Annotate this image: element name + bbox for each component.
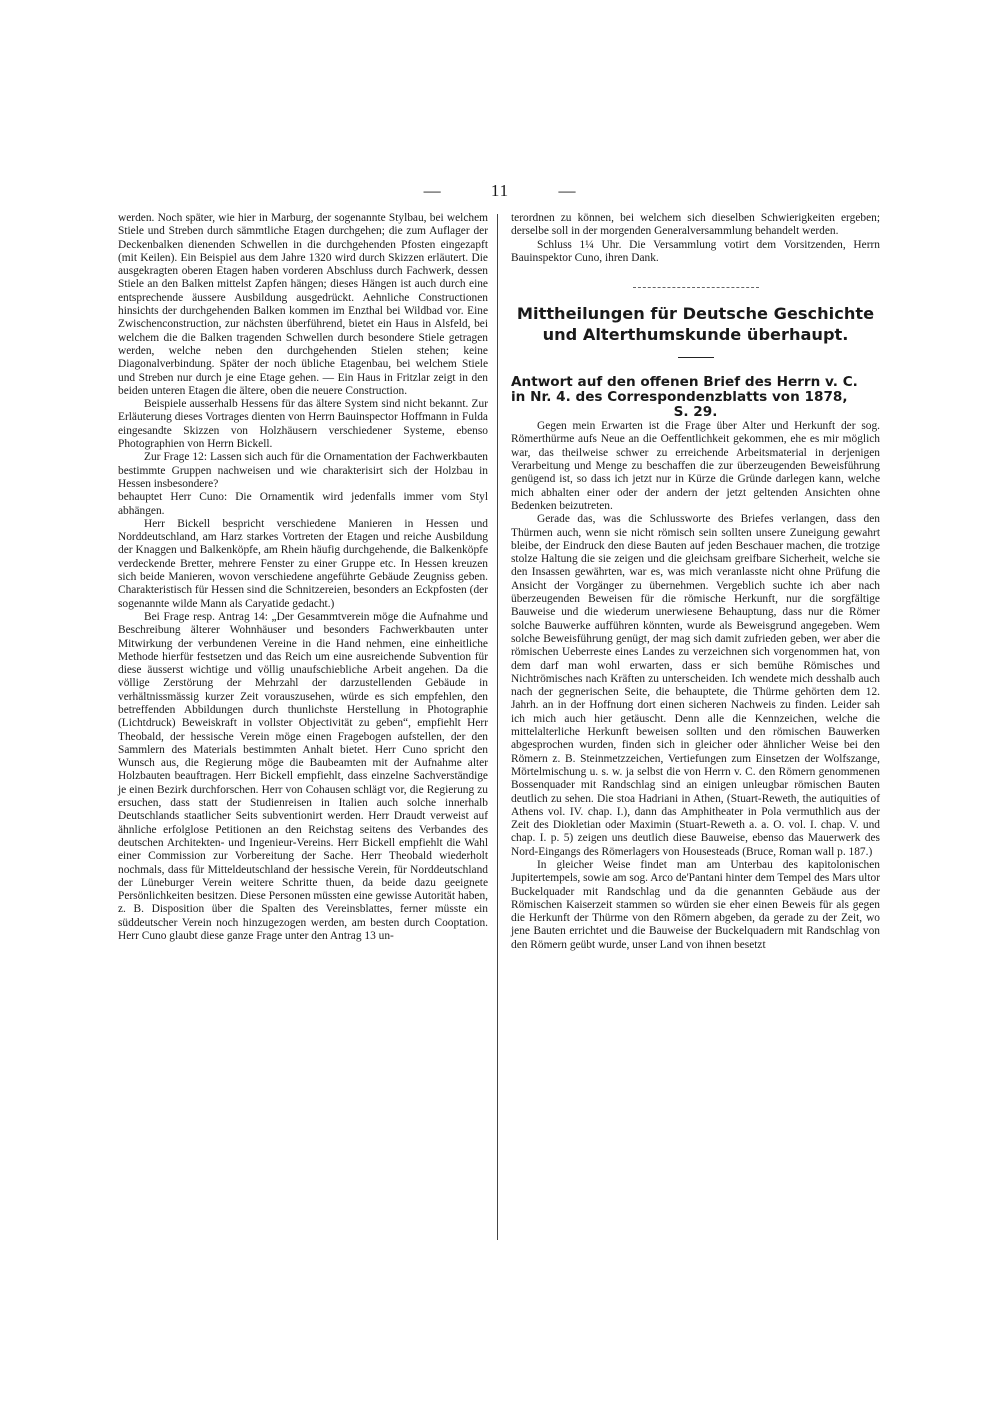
article-title-line: S. 29.: [673, 404, 718, 421]
paragraph: Zur Frage 12: Lassen sich auch für die Ornamentation der Fachwerkbauten bestimmte Gruppen nachweisen und wie charakterisirt sich der Holzbau in Hessen insbesondere?: [118, 451, 488, 490]
short-rule: [678, 357, 714, 358]
paragraph: Bei Frage resp. Antrag 14: „Der Gesammtverein möge die Aufnahme und Beschreibung älterer Wohnhäuser und besonders Fachwerkbauten unter Mitwirkung der verbundenen Vereine in die Hand nehmen, eine einheitliche Methode hierfür festsetzen und das Reich um eine ausreichende Subvention für diese äusserst wichtige und völlig unaufschiebliche Arbeit angehen. Da die völlige Zerstörung der Mehrzahl der darzustellenden Gebäude in verhältnissmässig kurzer Zeit vorauszusehen, würde es sich empfehlen, den betreffenden Abbildungen durch thunlichste Herstellung in Photographie (Lichtdruck) Beweiskraft in vollster Objectivität zu geben“, empfiehlt Herr Theobald, der hessische Verein möge einen Fragebogen aufstellen, der den Sammlern des Materials bestimmten Anhalt bietet. Herr Cuno spricht den Wunsch aus, die Regierung möge die Baubeamten mit der Aufnahme alter Holzbauten beauftragen. Herr Bickell empfiehlt, dass einzelne Sachverständige je einen Bezirk durchforschen. Herr von Cohausen schlägt vor, die Regierung zu ersuchen, dass statt der Studienreisen in Italien auch solche innerhalb Deutschlands staatlicher Seits subventionirt werden. Herr Draudt verweist auf ähnliche erfolglose Petitionen an den Reichstag seitens des Verbandes des deutschen Architekten- und Ingenieur-Vereins. Herr Bickell empfiehlt die Wahl einer Commission zur Vorbereitung der Sache. Herr Theobald wiederholt nochmals, dass für Mitteldeutschland der hessische Verein, für Norddeutschland der Lüneburger Verein weitere Schritte thuen, da beide dazu geeignete Persönlichkeiten besitzen. Diese Personen müssten eine gewisse Autorität haben, z. B. Disposition über die Spalten des Vereinsblattes, ferner müsste ein süddeutscher Verein noch hinzugezogen werden, am besten durch Cooptation. Herr Cuno glaubt diese ganze Frage unter den Antrag 13 un-: [118, 610, 488, 943]
section-title-line: Mittheilungen für Deutsche Geschichte: [516, 304, 875, 324]
paragraph: Gerade das, was die Schlussworte des Briefes verlangen, dass den Thürmen auch, wenn sie nicht römisch sein sollten unsere Zuneigung gewahrt bleibe, der Eindruck den diese Bauten auf jeden Beschauer machen, die trotzige stolze Haltung die sie zeigen und die gleichsam greifbare Sicherheit, welche sie den Insassen gewährten, war es, was mich veranlasste nicht ohne Prüfung die Ansicht der Vorgänger zu übernehmen. Vergeblich suchte ich aber nach überzeugenden Beweisen für die römische Herkunft, nur die sorgfältige Bauweise und die wiederum unerwiesene Behauptung, dass nur die Römer solche Bauwerke aufführen könnten, wurde als Beweisgrund angegeben. Wem solche Beweisführung genügt, der mag sich damit zufrieden geben, wer aber die römischen Ueberreste eines Landes zu verzeichnen sich vorgenommen hat, von dem darf man wohl erwarten, dass er sich bemühe Römisches und Nichtrömisches nach Kräften zu unterscheiden. Ich wendete mich desshalb auch nach der gegnerischen Seite, die behauptete, die Thürme gehörten dem 12. Jahrh. an in der Hoffnung dort einen sicheren Nachweis zu finden. Leider sah ich mich auch hier getäuscht. Denn alle die Kennzeichen, welche die mittelalterliche Herkunft beweisen sollten und den römischen Bauwerken abgesprochen wurden, finden sich in gleicher oder ähnlicher Weise bei den Römern z. B. Steinmetzzeichen, Vertiefungen zum Einsetzen der Wolfszange, Mörtelmischung u. s. w. ja selbst die von Herrn v. C. den Römern genommenen Bossenquader mit Randschlag sind an einigen unleugbar römischen Bauten deutlich zu sehen. Die stoa Hadriani in Athen, (Stuart-Reweth, the autiquities of Athens vol. IV. chap. I.), dann das Amphitheater in Pola vermuthlich aus der Zeit des Diokletian oder Maximin (Stuart-Reweth a. a. O. vol. I. chap. V. und chap. I. p. 5) zeigen uns deutlich diese Bauweise, ebenso das Mauerwerk des Nord-Eingangs des Römerlagers von Housesteads (Bruce, Roman wall p. 187.): [511, 513, 880, 858]
section-title-line: und Alterthumskunde überhaupt.: [542, 325, 849, 345]
paragraph: Beispiele ausserhalb Hessens für das ältere System sind nicht bekannt. Zur Erläuterung dieses Vortrages dienten von Herrn Bauinspector Hoffmann in Fulda eingesandte Skizzen von Holzhäusern verschiedener Systeme, ebenso Photographien von Herrn Bickell.: [118, 398, 488, 451]
article-title-line: Antwort auf den offenen Brief des Herrn v. C.: [511, 374, 858, 391]
page-number-value: 11: [490, 181, 510, 200]
ornament-divider: [511, 279, 880, 287]
page-number: [0, 181, 1000, 201]
left-column: [118, 212, 488, 943]
column-divider: [497, 214, 498, 1240]
section-title: [511, 303, 880, 345]
paragraph: behauptet Herr Cuno: Die Ornamentik wird jedenfalls immer vom Styl abhängen.: [118, 491, 488, 517]
paragraph: In gleicher Weise findet man am Unterbau des kapitolonischen Jupitertempels, sowie am sog. Arco de'Pantani hinter dem Tempel des Mars ultor Buckelquader mit Randschlag und da die genannten Gebäude aus der Römischen Kaiserzeit stammen so würden sie eher einen Beweis für als gegen die Herkunft der Thürme von den Römern abgeben, da gerade zu der Zeit, wo jene Bauten errichtet und die Bauweise der Buckelquadern mit Randschlag von den Römern geübt wurde, unser Land von ihnen besetzt: [511, 858, 880, 951]
paragraph: Schluss 1¼ Uhr. Die Versammlung votirt dem Vorsitzenden, Herrn Bauinspektor Cuno, ihren Dank.: [511, 238, 880, 264]
paragraph: Gegen mein Erwarten ist die Frage über Alter und Herkunft der sog. Römerthürme aufs Neue an die Oeffentlichkeit gekommen, ehe es mir möglich war, das theilweise schwer zu erreichende Arbeitsmaterial in derjenigen Verarbeitung und Menge zu beschaffen die zur überzeugenden Beweisführung genügend ist, so dass ich jetzt nur in Kürze die Gründe darlegen kann, welche mich abhalten einer oder der andern der jetzt geltenden Ansichten ohne Bedenken beizutreten.: [511, 420, 880, 512]
article-title-line: in Nr. 4. des Correspondenzblatts von 1878,: [511, 389, 848, 406]
paragraph: werden. Noch später, wie hier in Marburg, der sogenannte Stylbau, bei welchem Stiele und Streben durch sämmtliche Etagen durchgehen; die zum Auflager der Deckenbalken dienenden Schwellen in die durchgehenden Pfosten eingezapft (mit Keilen). Ein Beispiel aus dem Jahre 1320 wird durch Skizzen erläutert. Die ausgekragten oberen Etagen haben vorderen Abschluss durch Fachwerk, dessen Stiele an den Balken mittelst Zapfen hängen; dieses Hängen ist auch durch eine entsprechende äussere Ausbildung ausgedrückt. Aehnliche Constructionen hinsichts der durchgehenden Balken kommen im Enzthal bei Wildbad vor. Eine Zwischenconstruction, zur nächsten überführend, bietet ein Haus in Alsfeld, bei welchem die die Balken tragenden Schwellen durch besondere Stiele getragen werden, welche neben den durchgehenden Stielen stehen; keine Diagonalverbindung. Später der noch übliche Etagenbau, bei welchem Stiele und Streben nur durch je eine Etage gehen. — Ein Haus in Fritzlar zeigt in den beiden unteren Etagen die ältere, oben die neuere Construction.: [118, 212, 488, 397]
page-number-dash-left: —: [423, 181, 442, 200]
page-number-dash-right: —: [558, 181, 577, 200]
right-column: [511, 212, 880, 952]
article-title: [511, 375, 880, 420]
paragraph: terordnen zu können, bei welchem sich dieselben Schwierigkeiten ergeben; derselbe soll in der morgenden Generalversammlung behandelt werden.: [511, 212, 880, 238]
paragraph: Herr Bickell bespricht verschiedene Manieren in Hessen und Norddeutschland, am Harz starkes Vortreten der Etagen und reiche Ausbildung der Knaggen und Balkenköpfe, am Rhein häufig durchgehende, die Balkenköpfe verdeckende Bretter, mehrere Fenster zu einer Gruppe etc. In Hessen kreuzen sich beide Manieren, wovon verschiedene angeführte Gebäude Zeugniss geben. Charakteristisch für Hessen sind die Schnitzereien, besonders an Eckpfosten (der sogenannte wilde Mann als Caryatide gedacht.): [118, 517, 488, 610]
